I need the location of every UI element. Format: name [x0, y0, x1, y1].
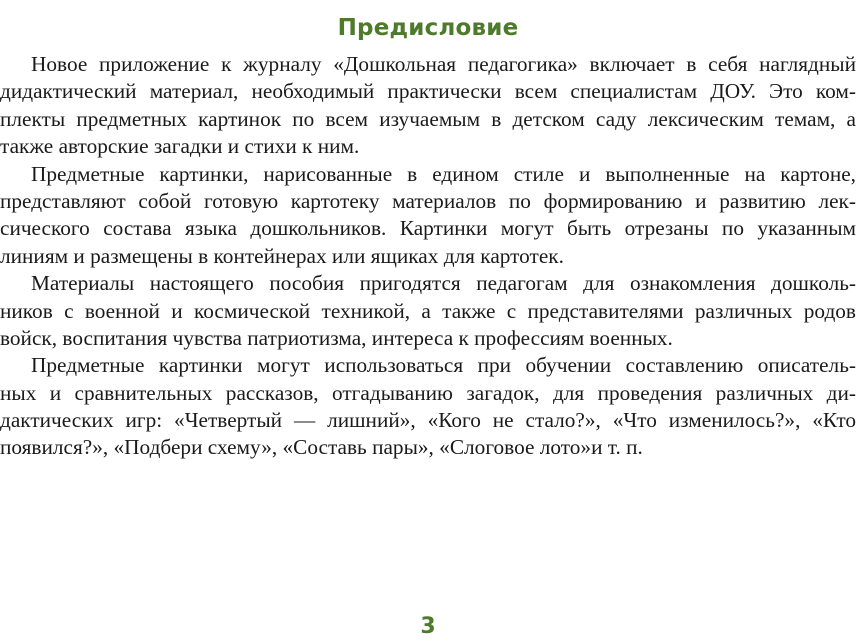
text-line: представляют собой готовую картотеку материалов по формированию и развитию лек-	[0, 188, 856, 213]
text-line: ников с военной и космической техникой, а также с представителями различных родов	[0, 298, 856, 323]
text-line: Предметные картинки могут использоваться при обучении составлению описатель-	[31, 353, 856, 378]
page-number: 3	[420, 614, 436, 639]
text-line: дактических игр: «Четвертый — лишний», «Кого не стало?», «Что изменилось?», «Кто	[0, 408, 856, 433]
paragraph-3	[0, 270, 856, 352]
text-line: Новое приложение к журналу «Дошкольная педагогика» включает в себя наглядный	[31, 52, 856, 76]
text-line: плекты предметных картинок по всем изучаемым в детском саду лексическим темам, а	[0, 106, 856, 131]
text-line: появился?», «Подбери схему», «Составь пары», «Слоговое лото»и т. п.	[0, 435, 643, 460]
preface-body	[0, 51, 856, 462]
text-line: Материалы настоящего пособия пригодятся педагогам для ознакомления дошколь-	[31, 271, 856, 296]
page-title: Предисловие	[337, 15, 519, 42]
text-line: Предметные картинки, нарисованные в едином стиле и выполненные на картоне,	[31, 161, 856, 186]
paragraph-2	[0, 161, 856, 271]
text-line: дидактический материал, необходимый практически всем специалистам ДОУ. Это ком-	[0, 79, 856, 104]
paragraph-4	[0, 352, 856, 462]
text-line: линиям и размещены в контейнерах или ящиках для картотек.	[0, 243, 564, 268]
paragraph-1	[0, 51, 856, 161]
text-line: сического состава языка дошкольников. Картинки могут быть отрезаны по указанным	[0, 216, 856, 241]
text-line: войск, воспитания чувства патриотизма, интереса к профессиям военных.	[0, 325, 673, 350]
text-line: ных и сравнительных рассказов, отгадыванию загадок, для проведения различных ди-	[0, 380, 856, 405]
text-line: также авторские загадки и стихи к ним.	[0, 134, 360, 159]
